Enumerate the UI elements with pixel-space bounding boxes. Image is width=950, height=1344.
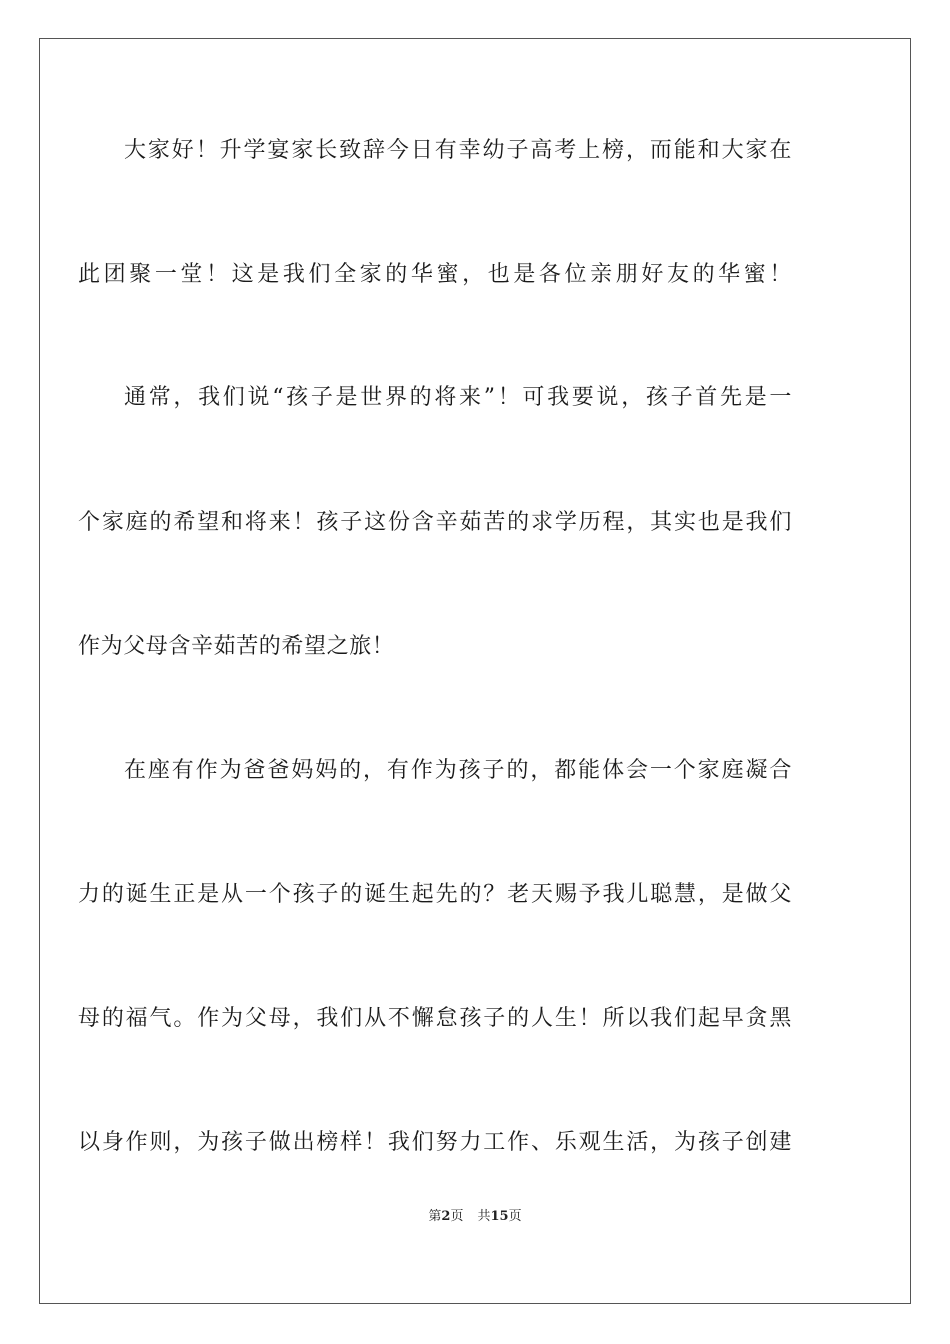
page-number: 2 [441,1209,451,1224]
paragraph-3-line-2: 力的诞生正是从一个孩子的诞生起先的？老天赐予我儿聪慧，是做父 [78,882,792,907]
page-prefix: 第 [428,1209,442,1224]
paragraph-2-line-3: 作为父母含辛茹苦的希望之旅！ [78,634,395,659]
page-border [39,38,911,1304]
paragraph-2-line-1: 通常，我们说“孩子是世界的将来”！可我要说，孩子首先是一 [124,385,792,410]
paragraph-3-line-3: 母的福气。作为父母，我们从不懈怠孩子的人生！所以我们起早贪黑 [78,1006,792,1031]
total-prefix: 共 [477,1209,491,1224]
paragraph-3-line-1: 在座有作为爸爸妈妈的，有作为孩子的，都能体会一个家庭凝合 [124,758,792,783]
paragraph-1-line-1: 大家好！升学宴家长致辞今日有幸幼子高考上榜，而能和大家在 [124,138,792,163]
page-footer [0,1209,950,1225]
paragraph-2-line-2: 个家庭的希望和将来！孩子这份含辛茹苦的求学历程，其实也是我们 [78,510,792,535]
page-suffix: 页 [450,1209,464,1224]
total-suffix: 页 [508,1209,522,1224]
paragraph-3-line-4: 以身作则，为孩子做出榜样！我们努力工作、乐观生活，为孩子创建 [78,1130,792,1155]
total-pages: 15 [490,1209,509,1224]
paragraph-1-line-2: 此团聚一堂！这是我们全家的华蜜，也是各位亲朋好友的华蜜！ [78,262,792,287]
